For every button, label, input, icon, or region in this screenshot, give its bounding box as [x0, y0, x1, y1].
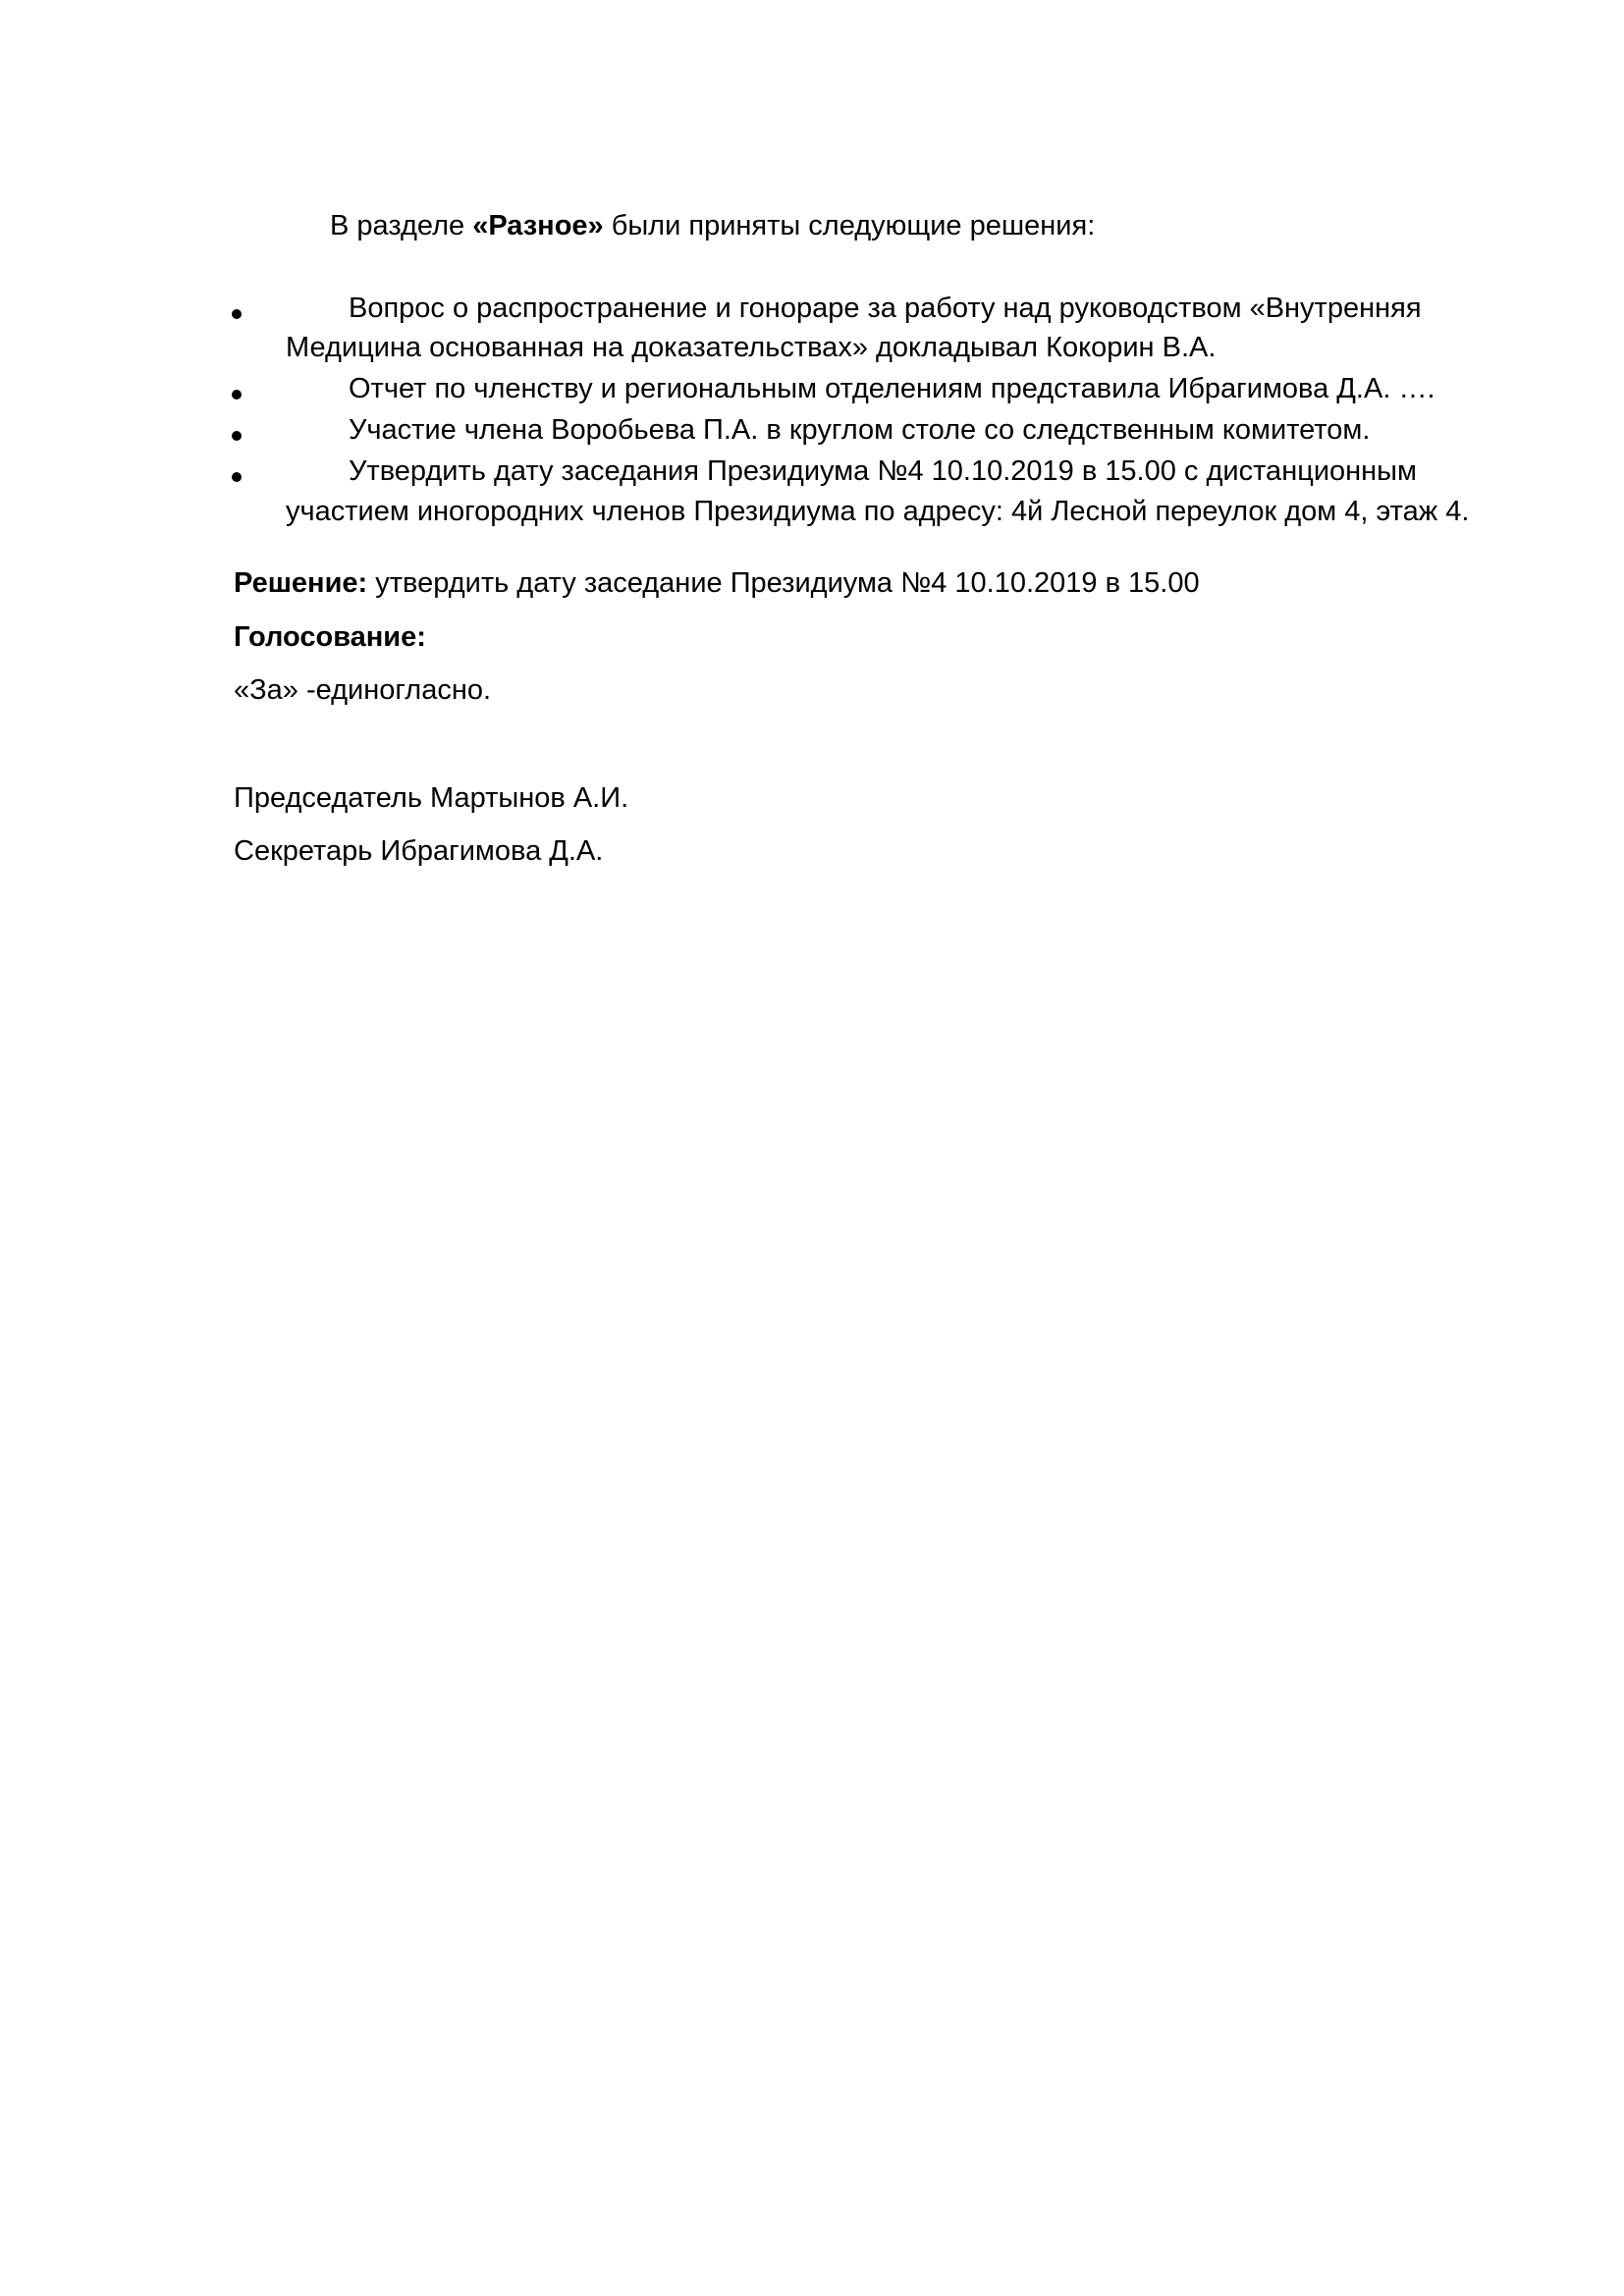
decision-paragraph	[234, 563, 1200, 603]
secretary-signature-line: Секретарь Ибрагимова Д.А.	[234, 835, 604, 867]
intro-paragraph	[330, 206, 1095, 245]
bullet-icon	[232, 309, 242, 319]
voting-label: Голосование:	[234, 621, 426, 653]
bullet-icon	[232, 472, 242, 482]
list-item-line: Отчет по членству и региональным отделениям представила Ибрагимова Д.А. ….	[349, 373, 1435, 404]
intro-suffix: были приняты следующие решения:	[603, 210, 1096, 241]
voting-heading	[234, 617, 426, 657]
decision-label: Решение:	[234, 567, 368, 599]
list-item-line: участием иногородних членов Президиума по адресу: 4й Лесной переулок дом 4, этаж 4.	[286, 496, 1470, 527]
bullet-icon	[232, 390, 242, 400]
list-item-line: Утвердить дату заседания Президиума №4 10.10.2019 в 15.00 с дистанционным	[349, 455, 1417, 487]
decision-text: утвердить дату заседание Президиума №4 10.10.2019 в 15.00	[367, 567, 1200, 599]
chairman-signature-line: Председатель Мартынов А.И.	[234, 782, 629, 814]
vote-result: «За» -единогласно.	[234, 674, 492, 706]
list-item-line: Медицина основанная на доказательствах» докладывал Кокорин В.А.	[286, 332, 1217, 363]
intro-prefix: В разделе	[330, 210, 473, 241]
list-item-line: Участие члена Воробьева П.А. в круглом столе со следственным комитетом.	[349, 414, 1371, 446]
bullet-icon	[232, 431, 242, 441]
list-item-line: Вопрос о распространение и гонораре за работу над руководством «Внутренняя	[349, 293, 1422, 324]
section-name: «Разное»	[472, 210, 604, 241]
